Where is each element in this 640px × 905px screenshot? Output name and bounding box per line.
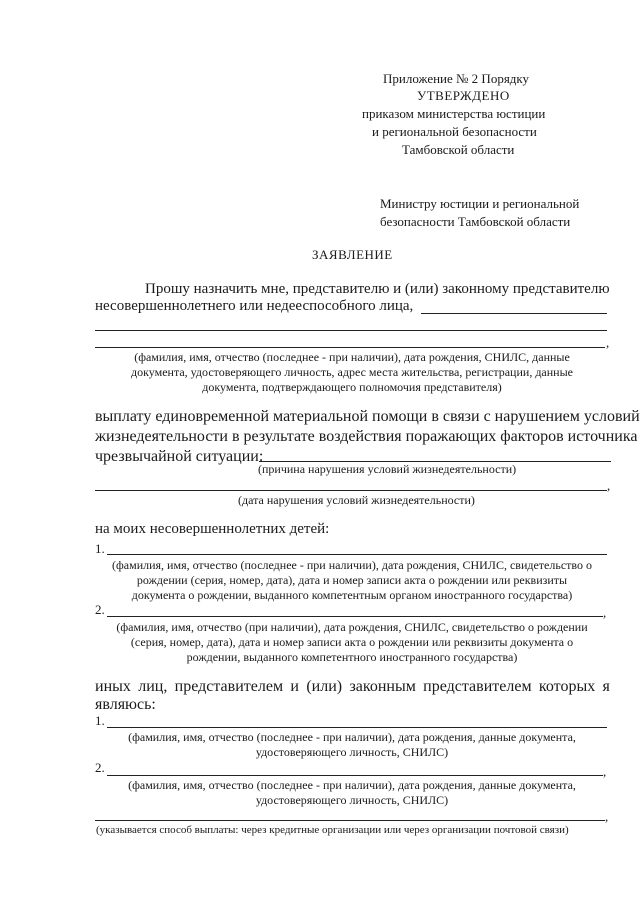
applicant-hint-1: (фамилия, имя, отчество (последнее - при наличии), дата рождения, СНИЛС, данные <box>134 350 570 364</box>
payment-line-3: чрезвычайной ситуации: <box>95 448 264 465</box>
child-1-field-line[interactable] <box>107 554 607 555</box>
child-2-field-line[interactable] <box>107 616 603 617</box>
child-2-hint-1: (фамилия, имя, отчество (при наличии), дата рождения, СНИЛС, свидетельство о рождении <box>116 620 588 634</box>
intro-line-1: Прошу назначить мне, представителю и (или) законному представителю <box>145 281 610 297</box>
others-line-2: являюсь: <box>95 696 156 713</box>
applicant-field-line-1[interactable] <box>421 313 607 314</box>
addressee-line-2: безопасности Тамбовской области <box>380 214 571 229</box>
child-2-number: 2. <box>95 602 105 617</box>
order-line-1: приказом министерства юстиции <box>362 106 546 121</box>
child-2-hint-2: (серия, номер, дата), дата и номер записи акта о рождении или реквизиты документа о <box>130 635 574 649</box>
order-line-2: и региональной безопасности <box>372 124 537 139</box>
word: я <box>602 678 610 695</box>
other-1-hint-2: удостоверяющего личность, СНИЛС) <box>255 745 449 759</box>
payment-line-1: выплату единовременной материальной помощи в связи с нарушением условий <box>95 408 640 425</box>
reason-hint: (причина нарушения условий жизнедеятельности) <box>258 462 517 476</box>
applicant-field-line-2[interactable] <box>95 330 607 331</box>
word: законным <box>349 678 416 695</box>
date-field-line[interactable] <box>95 490 607 491</box>
intro-line-2: несовершеннолетнего или недееспособного лица, <box>95 298 414 314</box>
appendix-label: Приложение № 2 Порядку <box>383 71 530 86</box>
word: лиц, <box>138 678 168 695</box>
word: представителем <box>174 678 284 695</box>
comma: , <box>603 764 607 779</box>
comma: , <box>607 478 611 493</box>
other-1-field-line[interactable] <box>107 727 607 728</box>
other-2-number: 2. <box>95 760 105 775</box>
document-title: ЗАЯВЛЕНИЕ <box>312 247 393 262</box>
other-2-hint-2: удостоверяющего личность, СНИЛС) <box>255 793 449 807</box>
applicant-hint-2: документа, удостоверяющего личность, адрес места жительства, регистрации, данные <box>131 365 573 379</box>
payment-method-field-line[interactable] <box>95 820 605 821</box>
applicant-hint-3: документа, подтверждающего полномочия представителя) <box>202 380 502 394</box>
other-1-number: 1. <box>95 713 105 728</box>
word: и <box>290 678 299 695</box>
children-heading: на моих несовершеннолетних детей: <box>95 521 330 537</box>
payment-line-2: жизнедеятельности в результате воздействия поражающих факторов источника <box>95 428 638 445</box>
payment-method-hint: (указывается способ выплаты: через кредитные организации или через организации почтовой связи) <box>96 824 569 836</box>
comma: , <box>606 335 610 350</box>
approved-label: УТВЕРЖДЕНО <box>417 88 510 103</box>
child-1-hint-3: документа о рождении, выданного компетентным органом иностранного государства) <box>131 588 573 602</box>
other-2-field-line[interactable] <box>107 775 603 776</box>
child-1-hint-2: рождении (серия, номер, дата), дата и номер записи акта о рождении или реквизиты <box>136 573 568 587</box>
order-line-3: Тамбовской области <box>402 142 515 157</box>
word: которых <box>538 678 596 695</box>
date-hint: (дата нарушения условий жизнедеятельности) <box>238 493 475 507</box>
addressee-line-1: Министру юстиции и региональной <box>380 196 580 211</box>
word: (или) <box>306 678 343 695</box>
other-1-hint-1: (фамилия, имя, отчество (последнее - при наличии), дата рождения, данные документа, <box>128 730 576 744</box>
child-1-number: 1. <box>95 541 105 556</box>
comma: , <box>605 809 609 824</box>
word: иных <box>95 678 131 695</box>
child-2-hint-3: рождении, выданного компетентного иностранного государства) <box>186 650 518 664</box>
child-1-hint-1: (фамилия, имя, отчество (последнее - при наличии), дата рождения, СНИЛС, свидетельство о <box>112 558 592 572</box>
word: представителем <box>423 678 532 695</box>
comma: , <box>603 605 607 620</box>
other-2-hint-1: (фамилия, имя, отчество (последнее - при наличии), дата рождения, данные документа, <box>128 778 576 792</box>
others-line-1 <box>95 679 610 695</box>
applicant-field-line-3[interactable] <box>95 347 605 348</box>
